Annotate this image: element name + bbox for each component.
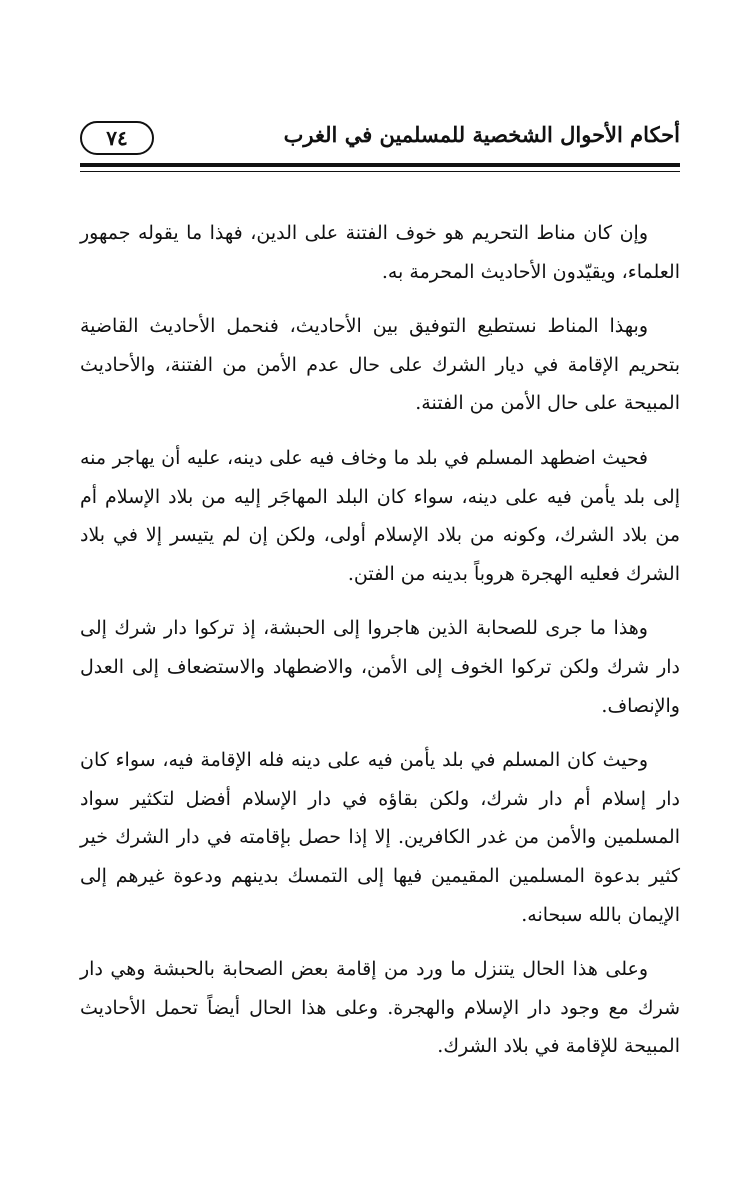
page-number-badge: ٧٤: [80, 121, 154, 155]
paragraph: وهذا ما جرى للصحابة الذين هاجروا إلى الحبشة، إذ تركوا دار شرك إلى دار شرك ولكن تركوا الخوف إلى الأمن، والاضطهاد والاستضعاف إلى العدل والإنصاف.: [80, 617, 680, 717]
body-text: [80, 214, 680, 1082]
paragraph: فحيث اضطهد المسلم في بلد ما وخاف فيه على دينه، عليه أن يهاجر منه إلى بلد يأمن فيه على دينه، سواء كان البلد المهاجَر إليه من بلاد الإسلام أم من بلاد الشرك، وكونه من بلاد الإسلام أولى، ولكن إن لم يتيسر إلا في بلاد الشرك فعليه الهجرة هروباً بدينه من الفتن.: [80, 446, 680, 585]
running-title: أحكام الأحوال الشخصية للمسلمين في الغرب: [283, 122, 680, 147]
header-rule-thin: [80, 171, 680, 172]
header-rule-thick: [80, 163, 680, 167]
paragraph: وحيث كان المسلم في بلد يأمن فيه على دينه فله الإقامة فيه، سواء كان دار إسلام أم دار شرك، ولكن بقاؤه في دار الإسلام أفضل لتكثير سواد المسلمين والأمن من غدر الكافرين. إلا إذا حصل بإقامته في دار الشرك خير كثير بدعوة المسلمين المقيمين فيها إلى التمسك بدينهم ودعوة غيرهم إلى الإيمان بالله سبحانه.: [80, 749, 680, 926]
paragraph: وبهذا المناط نستطيع التوفيق بين الأحاديث، فنحمل الأحاديث القاضية بتحريم الإقامة في ديار الشرك على حال عدم الأمن من الفتنة، والأحاديث المبيحة على حال الأمن من الفتنة.: [80, 315, 680, 415]
paragraph: وإن كان مناط التحريم هو خوف الفتنة على الدين، فهذا ما يقوله جمهور العلماء، ويقيّدون الأحاديث المحرمة به.: [80, 222, 680, 283]
page-header: [80, 118, 680, 164]
paragraph: وعلى هذا الحال يتنزل ما ورد من إقامة بعض الصحابة بالحبشة وهي دار شرك مع وجود دار الإسلام والهجرة. وعلى هذا الحال أيضاً تحمل الأحاديث المبيحة للإقامة في بلاد الشرك.: [80, 958, 680, 1058]
